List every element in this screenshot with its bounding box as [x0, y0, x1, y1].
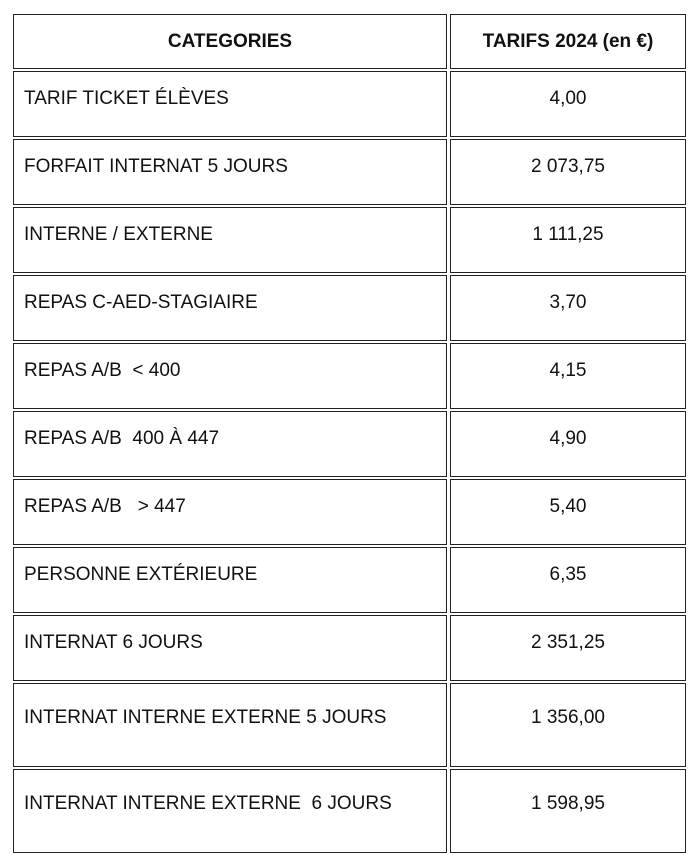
price-cell: 2 351,25: [450, 615, 686, 681]
table-row: [13, 683, 686, 767]
category-label: REPAS C-AED-STAGIAIRE: [24, 292, 258, 313]
category-cell: [13, 479, 447, 545]
category-cell: [13, 275, 447, 341]
category-cell: [13, 411, 447, 477]
category-label: REPAS A/B > 447: [24, 496, 186, 517]
table-row: [13, 411, 686, 477]
category-label: INTERNAT INTERNE EXTERNE 6 JOURS: [24, 793, 392, 814]
category-cell: [13, 207, 447, 273]
table-row: [13, 139, 686, 205]
price-cell: 4,00: [450, 71, 686, 137]
category-label: REPAS A/B 400 À 447: [24, 428, 220, 449]
price-cell: 1 598,95: [450, 769, 686, 853]
category-label: TARIF TICKET ÉLÈVES: [24, 88, 229, 109]
table-row: [13, 615, 686, 681]
price-cell: 1 111,25: [450, 207, 686, 273]
price-cell: 1 356,00: [450, 683, 686, 767]
price-cell: 4,15: [450, 343, 686, 409]
category-cell: [13, 343, 447, 409]
category-cell: [13, 615, 447, 681]
table-row: [13, 207, 686, 273]
table-row: [13, 71, 686, 137]
price-cell: 3,70: [450, 275, 686, 341]
category-label: INTERNAT INTERNE EXTERNE 5 JOURS: [24, 707, 387, 728]
price-cell: 2 073,75: [450, 139, 686, 205]
category-cell: [13, 769, 447, 853]
table-row: [13, 275, 686, 341]
header-categories: CATEGORIES: [13, 14, 447, 69]
category-label: PERSONNE EXTÉRIEURE: [24, 564, 258, 585]
table-header-row: [13, 14, 686, 69]
price-cell: 5,40: [450, 479, 686, 545]
category-label: REPAS A/B < 400: [24, 360, 181, 381]
price-cell: 4,90: [450, 411, 686, 477]
tariff-table: [10, 12, 689, 855]
table-row: [13, 769, 686, 853]
category-label: INTERNAT 6 JOURS: [24, 632, 203, 653]
category-cell: [13, 71, 447, 137]
category-label: INTERNE / EXTERNE: [24, 224, 213, 245]
category-cell: [13, 547, 447, 613]
category-cell: [13, 683, 447, 767]
category-cell: [13, 139, 447, 205]
category-label: FORFAIT INTERNAT 5 JOURS: [24, 156, 288, 177]
table-row: [13, 547, 686, 613]
table-row: [13, 343, 686, 409]
header-tarifs: TARIFS 2024 (en €): [450, 14, 686, 69]
price-cell: 6,35: [450, 547, 686, 613]
table-row: [13, 479, 686, 545]
